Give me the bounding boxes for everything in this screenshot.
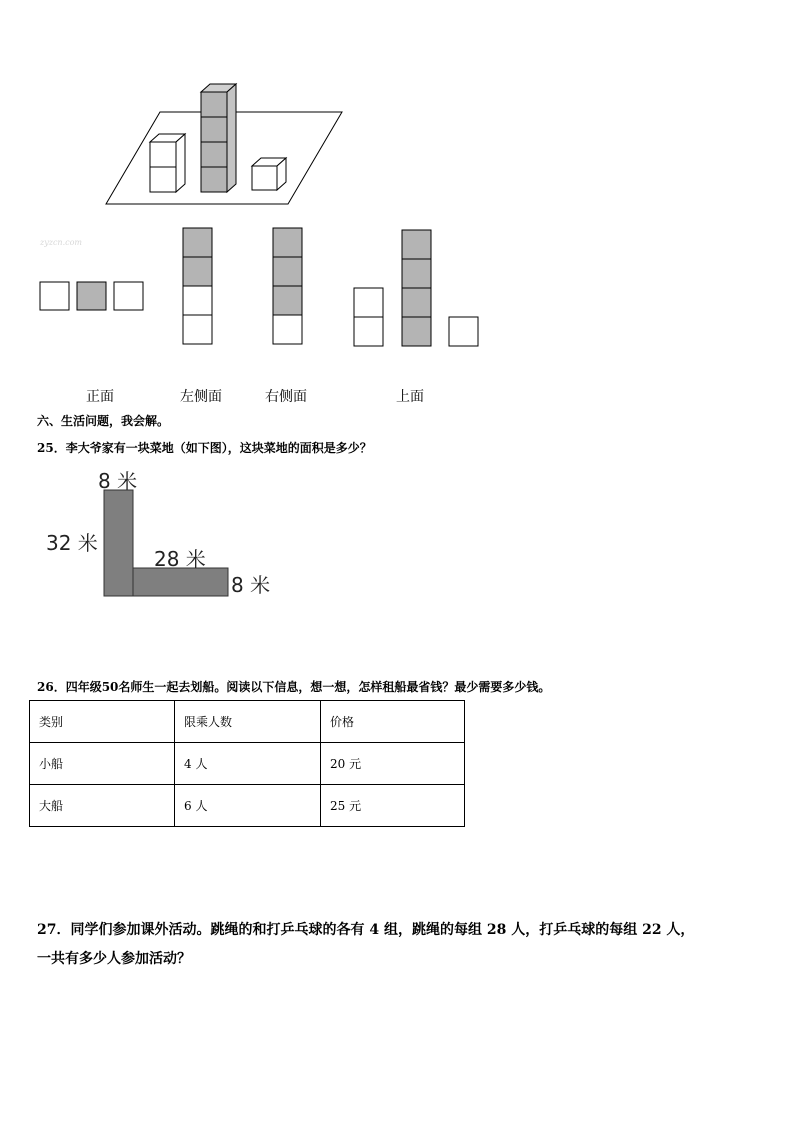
question-27-line-1: 27．同学们参加课外活动。跳绳的和打乒乓球的各有 4 组，跳绳的每组 28 人，打乒乓球的每组 22 人， xyxy=(37,922,695,938)
table-header-cell: 价格 xyxy=(321,701,465,743)
dim-left-height: 32 米 xyxy=(46,531,98,555)
right-view-label: 右侧面 xyxy=(265,389,307,405)
left-view-label: 左侧面 xyxy=(180,389,222,405)
section-heading: 六、生活问题，我会解。 xyxy=(37,414,170,428)
table-row xyxy=(30,743,465,785)
top-view-label: 上面 xyxy=(396,389,424,405)
table-header-row xyxy=(30,701,465,743)
front-view-label: 正面 xyxy=(86,389,114,405)
question-27-line-2: 一共有多少人参加活动？ xyxy=(37,951,191,967)
dim-bottom-length: 28 米 xyxy=(154,547,206,571)
table-row xyxy=(30,785,465,827)
watermark: zyzcn.com xyxy=(40,238,83,247)
table-cell: 小船 xyxy=(30,743,175,785)
dim-top-width: 8 米 xyxy=(98,469,138,493)
l-shape-horizontal-bar xyxy=(133,568,228,596)
table-cell: 大船 xyxy=(30,785,175,827)
table-cell: 6 人 xyxy=(175,785,321,827)
table-header-cell: 类别 xyxy=(30,701,175,743)
question-26-text: 26．四年级50名师生一起去划船。阅读以下信息，想一想，怎样租船最省钱？最少需要多少钱。 xyxy=(37,680,551,694)
question-25-text: 25．李大爷家有一块菜地（如下图），这块菜地的面积是多少？ xyxy=(37,441,372,455)
table-cell: 4 人 xyxy=(175,743,321,785)
boat-info-table xyxy=(29,700,465,827)
table-cell: 20 元 xyxy=(321,743,465,785)
table-header-cell: 限乘人数 xyxy=(175,701,321,743)
dim-right-height: 8 米 xyxy=(231,573,271,597)
table-cell: 25 元 xyxy=(321,785,465,827)
l-shape-vertical-bar xyxy=(104,490,133,596)
